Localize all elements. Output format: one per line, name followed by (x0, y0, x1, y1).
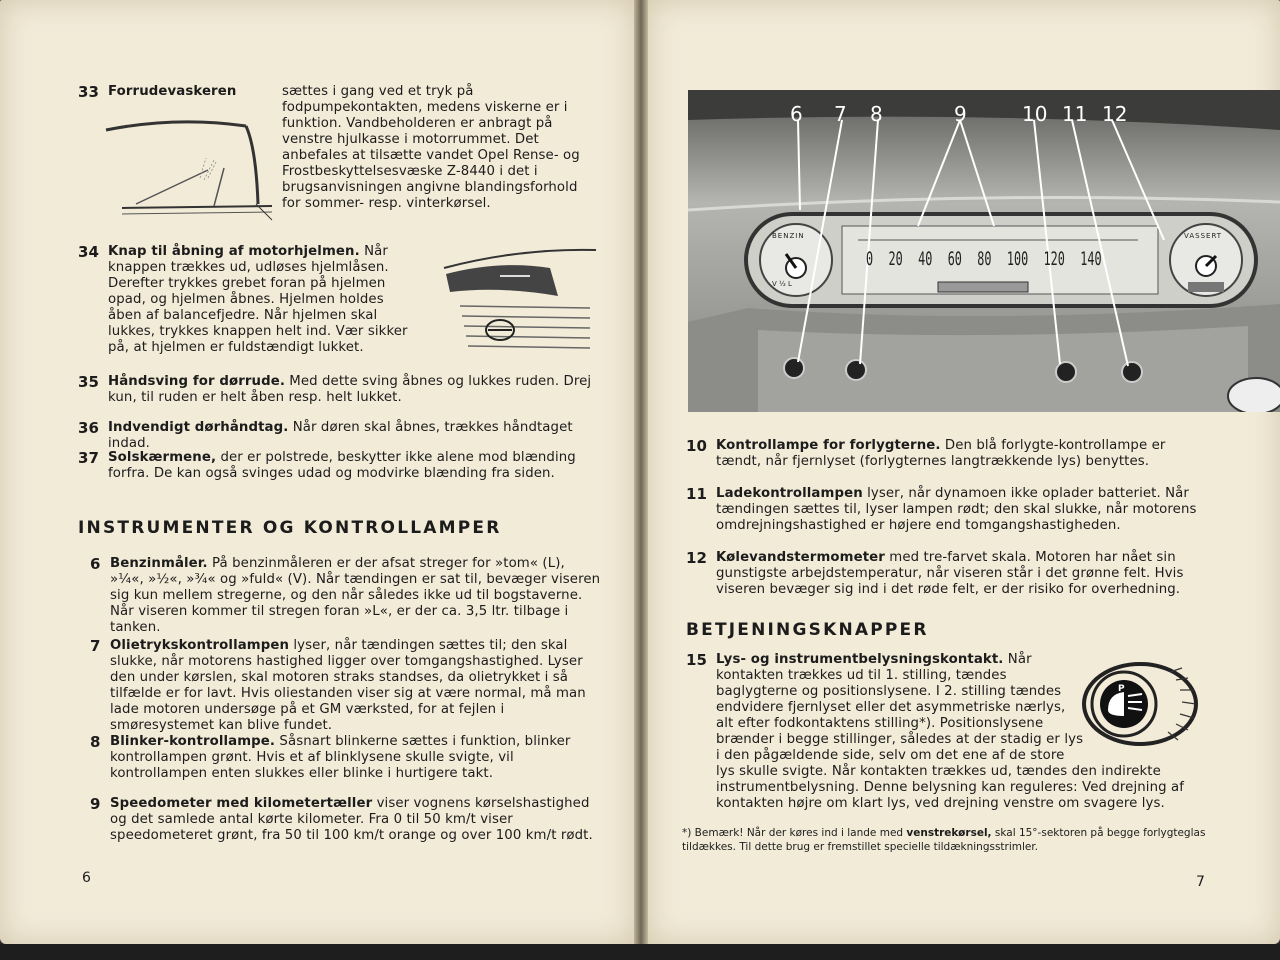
item-37: 37 Solskærmene, der er polstrede, beskytter ikke alene mod blænding forfra. De kan også svinges udad og modvirke blænding fra siden. (78, 449, 576, 481)
callout-7: 7 (834, 102, 847, 126)
section-heading-instruments: INSTRUMENTER OG KONTROLLAMPER (78, 518, 502, 538)
item-35: 35 Håndsving for dørrude. Med dette sving åbnes og lukkes ruden. Drej kun, til ruden er helt åben resp. helt lukket. (78, 373, 592, 405)
item-number: 33 (78, 83, 100, 101)
fuel-gauge-marks: V ½ L (772, 280, 792, 288)
instrument-6: 6 Benzinmåler. På benzinmåleren er der afsat streger for »tom« (L), »¼«, »½«, »¾« og »fuld« (V). Når tændingen er sat til, bevæger viseren sig kun mellem stregerne, og den når således ikke ud til bogstaverne. Når viseren kommer til stregen foran »L«, er der ca. 3,5 ltr. tilbage i tanken. (90, 555, 601, 635)
item-12: 12 Kølevandstermometer med tre-farvet skala. Motoren har nået sin gunstigste arbejdstemperatur, når viseren står i det grønne felt. Hvis viseren bevæger sig ind i det røde felt, er der risiko for overhedning. (686, 549, 1184, 597)
light-switch-knob-illustration (1078, 658, 1202, 748)
hood-release-illustration (440, 246, 600, 364)
callout-9: 9 (954, 102, 967, 126)
page-number-right: 7 (1196, 874, 1205, 890)
callout-10: 10 (1022, 102, 1048, 126)
fuel-gauge-label: BENZIN (772, 232, 805, 240)
speed-ticks: 0 20 40 60 80 100 120 140 (866, 248, 1102, 270)
windshield-washer-illustration (96, 108, 286, 228)
item-11: 11 Ladekontrollampen lyser, når dynamoen ikke oplader batteriet. Når tændingen sættes til, lyser lampen rødt; den skal slukke, når motorens omdrejningshastighed er højere end tomgangshastigheden. (686, 485, 1197, 533)
callout-12: 12 (1102, 102, 1128, 126)
control-15: 15 Lys- og instrumentbelysningskontakt. Når kontakten trækkes ud til 1. stilling, tændes baglygterne og positionslysene. I 2. stilling tændes endvidere fjernlyset eller det asymmetriske nærlys, alt efter fodkontaktens stilling*). Positionslysene brænder i begge stillinger, således at der stadig er lys i den pågældende side, selv om det ene af de store lys skulle svigte. Når kontakten trækkes ud, tændes den indirekte instrumentbelysning. Denne belysning kan reguleres: Ved drejning af kontakten højre om klart lys, ved drejning venstre om svagere lys. (686, 651, 1184, 811)
footnote: *) Bemærk! Når der køres ind i lande med venstrekørsel, skal 15°-sektoren på begge forlygteglas tildækkes. Til dette brug er fremstillet specielle tildækningsstrimler. (682, 827, 1206, 853)
callout-6: 6 (790, 102, 803, 126)
callout-8: 8 (870, 102, 883, 126)
page-bottom-shadow (0, 944, 1280, 960)
item-36: 36 Indvendigt dørhåndtag. Når døren skal åbnes, trækkes håndtaget indad. (78, 419, 573, 451)
section-heading-controls: BETJENINGSKNAPPER (686, 620, 929, 640)
knob-p-label: P (1118, 684, 1125, 694)
water-gauge-label: VASSERT (1184, 232, 1223, 240)
instrument-9: 9 Speedometer med kilometertæller viser vognens kørselshastighed og det samlede antal kørte kilometer. Fra 0 til 50 km/t viser speedometeret grønt, fra 50 til 100 km/t orange og over 100 km/t rødt. (90, 795, 593, 843)
item-title: Forrudevaskeren (108, 84, 237, 99)
instrument-7: 7 Olietrykskontrollampen lyser, når tændingen sættes til; den skal slukke, når motorens hastighed ligger over tomgangshastighed. Lyser den under kørslen, skal motoren straks standses, da olietrykket i så tilfælde er for lavt. Hvis oliestanden viser sig at være normal, må man lade motoren undersøge på et GM værksted, for at fejlen i smøresystemet kan blive fundet. (90, 637, 586, 733)
item-text: sættes i gang ved et tryk på fodpumpekontakten, medens viskerne er i funktion. Vandbeholderen er anbragt på venstre hjulkasse i motorrummet. Det anbefales at tilsætte vandet Opel Rense- og Frostbeskyttelsesvæske Z-8440 i det i brugsanvisningen angivne blandingsforhold for sommer- resp. vinterkørsel. (282, 84, 580, 211)
page-number-left: 6 (82, 870, 91, 886)
book-gutter (634, 0, 648, 944)
instrument-8: 8 Blinker-kontrollampe. Såsnart blinkerne sættes i funktion, blinker kontrollampen grønt. Hvis et af blinklysene skulle svigte, vil kontrollampen enten slukkes eller blinke i hurtigere takt. (90, 733, 571, 781)
item-10: 10 Kontrollampe for forlygterne. Den blå forlygte-kontrollampe er tændt, når fjernlyset (forlygternes langtrækkende lys) benyttes. (686, 437, 1166, 469)
callout-11: 11 (1062, 102, 1088, 126)
item-34: 34 Knap til åbning af motorhjelmen. Når knappen trækkes ud, udløses hjelmlåsen. Derefter trykkes grebet foran på hjelmen opad, og hjelmen åbnes. Hjelmen holdes åben af balancefjedre. Når hjelmen skal lukkes, trykkes knappen helt ind. Vær sikker på, at hjelmen er fuldstændigt lukket. (78, 243, 408, 355)
